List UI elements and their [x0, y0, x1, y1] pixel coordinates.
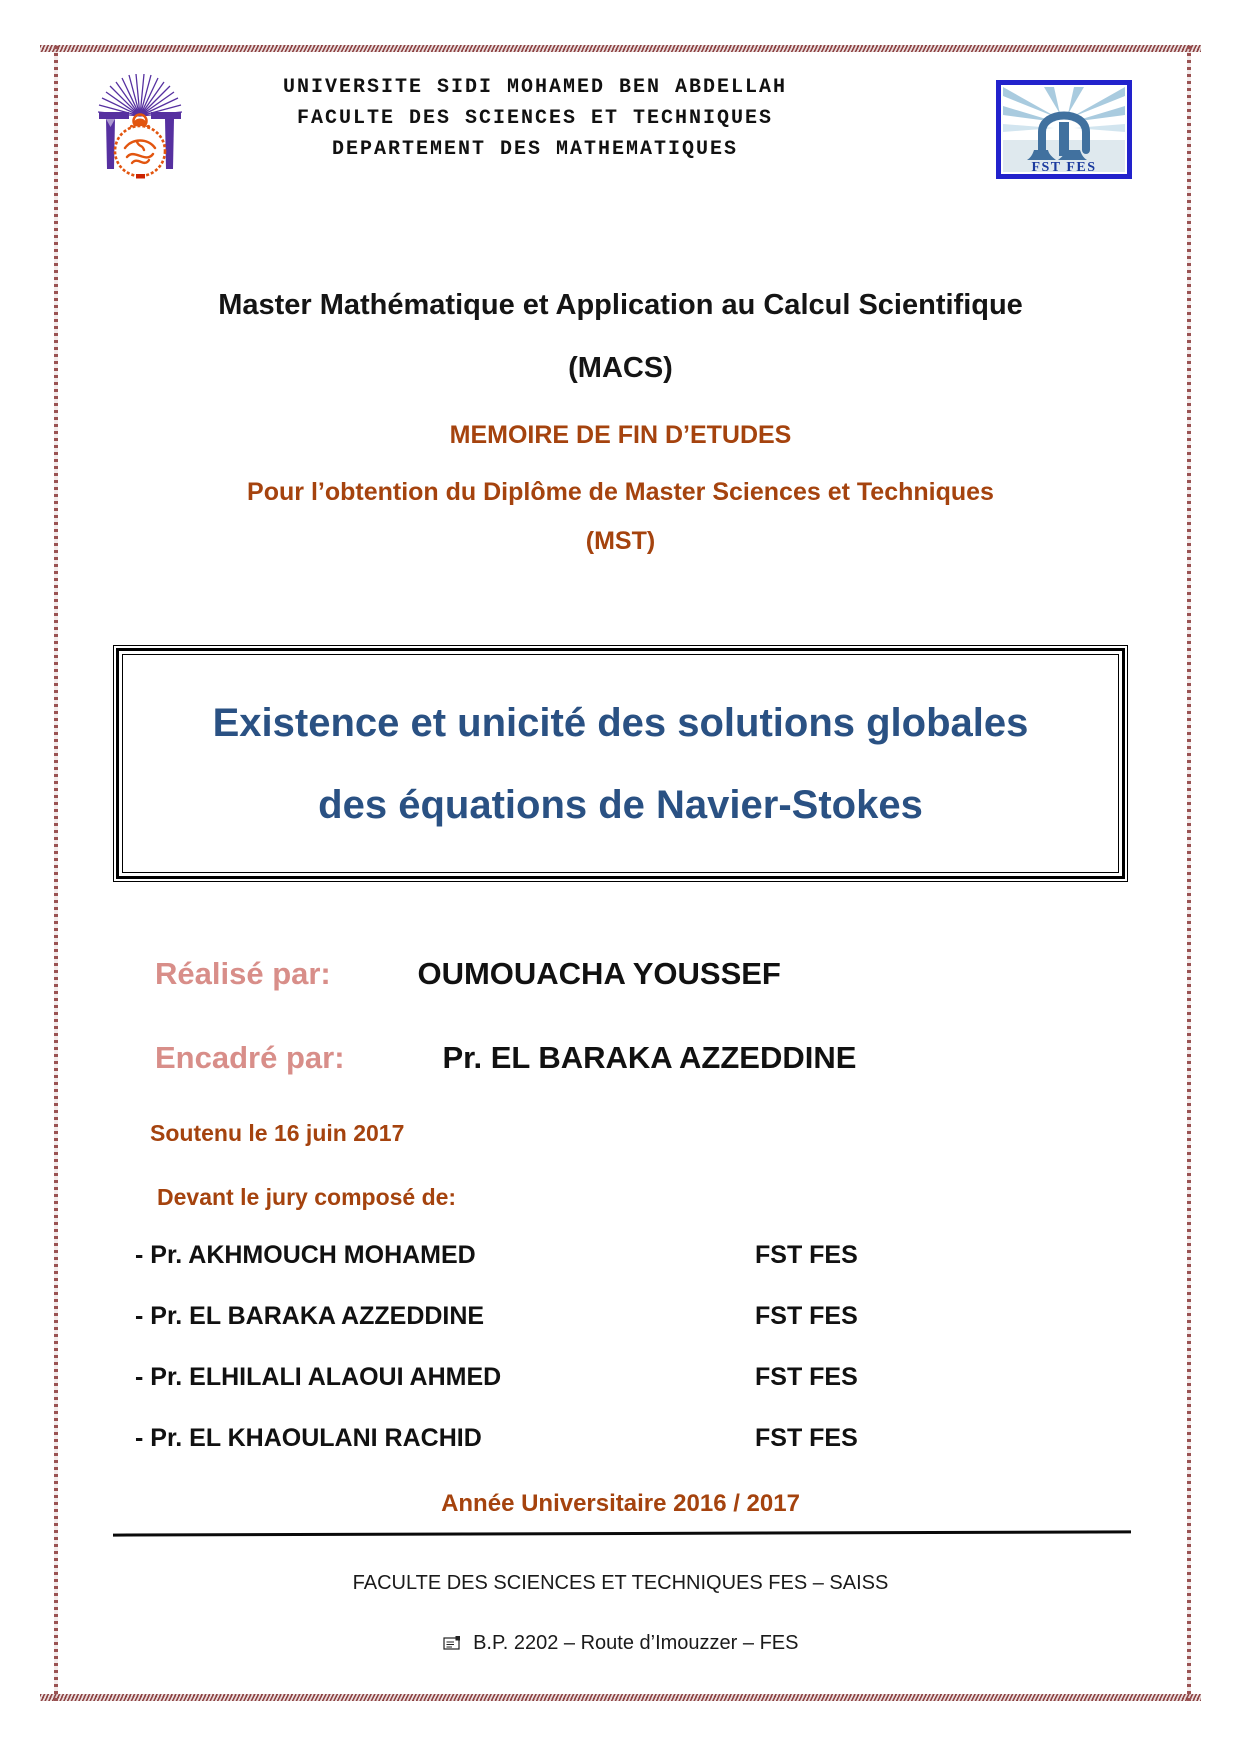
author-row	[155, 956, 781, 992]
diploma-abbr: (MST)	[585, 527, 656, 555]
jury-row	[135, 1302, 1035, 1363]
thesis-title-line2: des équations de Navier-Stokes	[318, 782, 923, 827]
memoire-heading: MEMOIRE DE FIN D’ETUDES	[449, 421, 792, 449]
jury-member-name: - Pr. EL BARAKA AZZEDDINE	[135, 1302, 485, 1330]
page-border-top	[40, 45, 1201, 52]
department-name: DEPARTEMENT DES MATHEMATIQUES	[331, 138, 739, 161]
university-emblem-icon	[94, 64, 188, 187]
jury-member-name: - Pr. AKHMOUCH MOHAMED	[135, 1241, 476, 1269]
page-border-right	[1187, 45, 1191, 1701]
jury-row	[135, 1241, 1035, 1302]
jury-member-affiliation: FST FES	[755, 1424, 858, 1452]
footer-faculty-line: FACULTE DES SCIENCES ET TECHNIQUES FES – SAISS	[352, 1572, 889, 1594]
footer-address-line	[70, 1632, 1171, 1657]
jury-member-affiliation: FST FES	[755, 1241, 858, 1269]
jury-row	[135, 1363, 1035, 1424]
envelope-icon	[443, 1634, 468, 1656]
master-program-abbr: (MACS)	[568, 352, 673, 384]
supervisor-label: Encadré par:	[155, 1040, 345, 1075]
author-name: OUMOUACHA YOUSSEF	[417, 956, 781, 991]
footer-address-text: B.P. 2202 – Route d’Imouzzer – FES	[473, 1632, 799, 1654]
footer-divider	[113, 1530, 1131, 1536]
jury-member-name: - Pr. ELHILALI ALAOUI AHMED	[135, 1363, 502, 1391]
supervisor-name: Pr. EL BARAKA AZZEDDINE	[442, 1040, 857, 1075]
university-name: UNIVERSITE SIDI MOHAMED BEN ABDELLAH	[282, 76, 788, 99]
diploma-purpose: Pour l’obtention du Diplôme de Master Sciences et Techniques	[247, 478, 994, 506]
jury-member-affiliation: FST FES	[755, 1363, 858, 1391]
defense-date: Soutenu le 16 juin 2017	[150, 1120, 405, 1146]
author-label: Réalisé par:	[155, 956, 331, 991]
page-border-bottom	[40, 1694, 1201, 1701]
master-program-title: Master Mathématique et Application au Calcul Scientifique	[218, 289, 1023, 321]
jury-intro: Devant le jury composé de:	[157, 1184, 457, 1210]
page-border-left	[54, 45, 58, 1701]
institution-header	[235, 72, 835, 165]
jury-row	[135, 1424, 1035, 1485]
jury-member-name: - Pr. EL KHAOULANI RACHID	[135, 1424, 482, 1452]
fst-fes-logo-icon	[996, 80, 1132, 184]
thesis-title-line1: Existence et unicité des solutions globales	[212, 700, 1029, 745]
jury-list	[135, 1241, 1035, 1485]
faculty-name: FACULTE DES SCIENCES ET TECHNIQUES	[296, 107, 774, 130]
jury-member-affiliation: FST FES	[755, 1302, 858, 1330]
thesis-title-box	[113, 645, 1128, 882]
fst-fes-logo-caption: FST FES	[1031, 160, 1097, 175]
supervisor-row	[155, 1040, 856, 1076]
academic-year: Année Universitaire 2016 / 2017	[441, 1490, 800, 1517]
